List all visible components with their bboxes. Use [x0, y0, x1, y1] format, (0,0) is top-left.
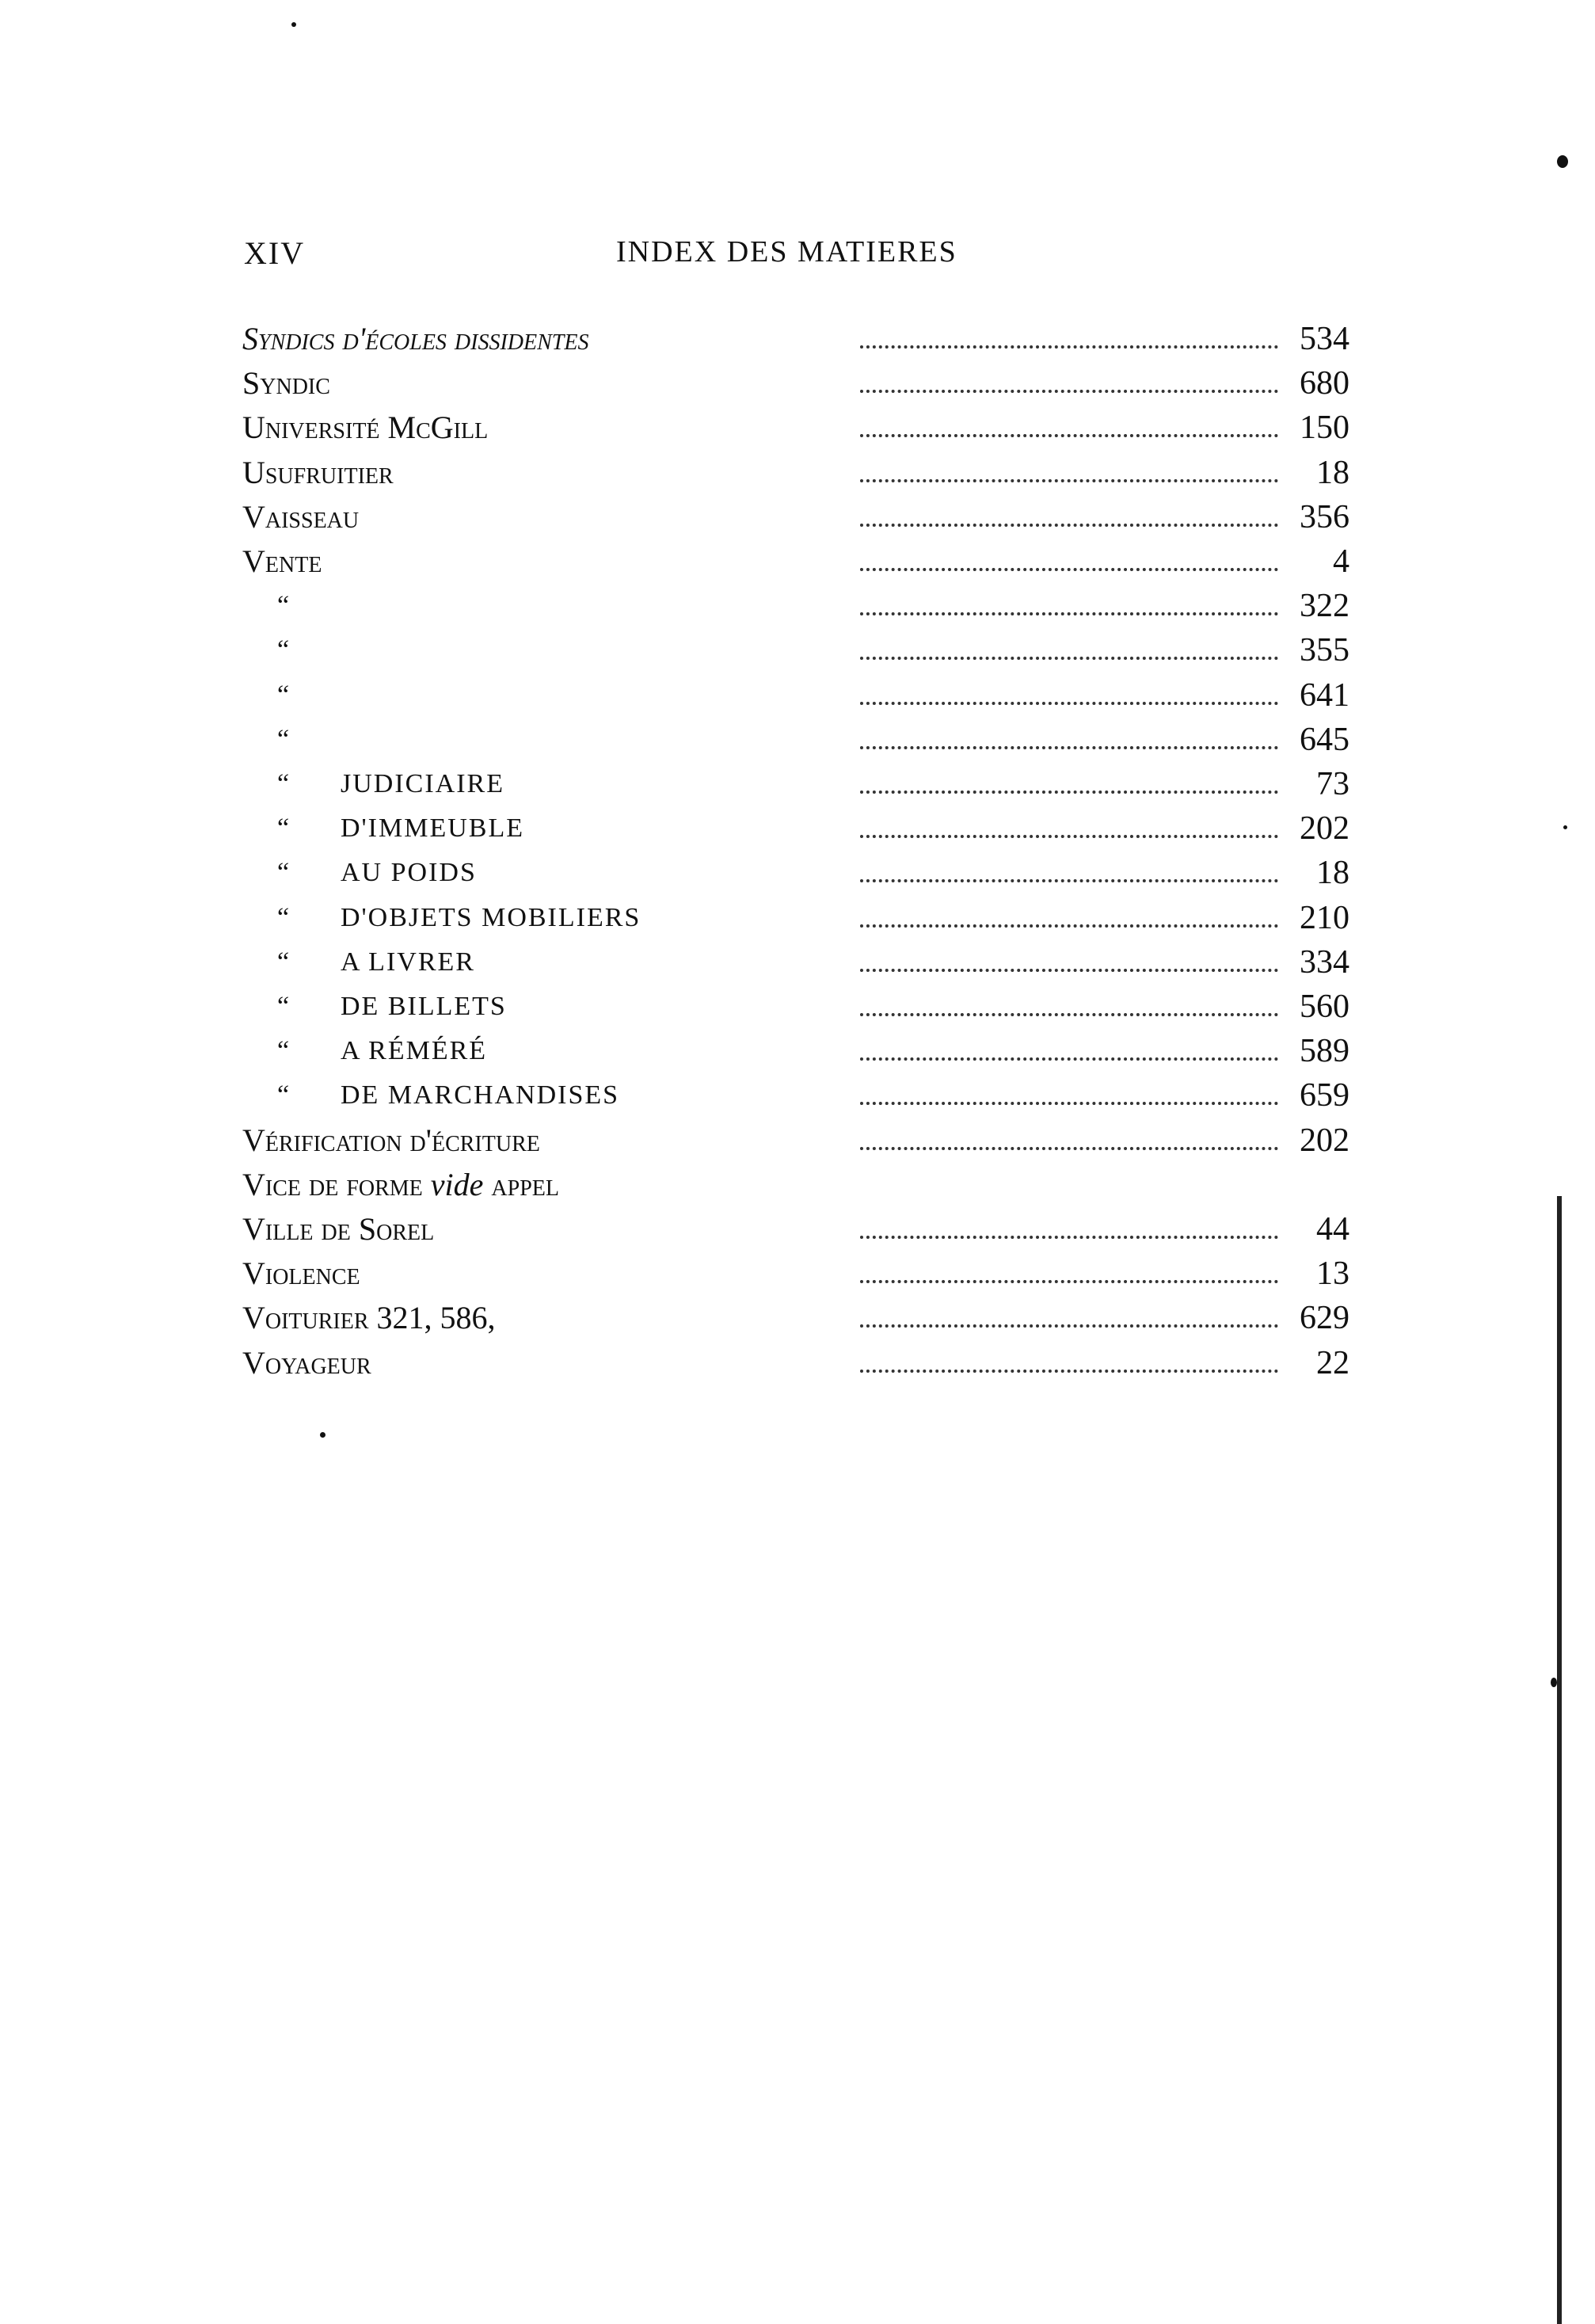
index-entry: [0, 673, 1595, 718]
index-entry: [0, 718, 1595, 762]
index-entry: [0, 539, 1595, 584]
dot-leader: [860, 524, 1278, 527]
entry-label: [242, 495, 359, 539]
dot-leader: [860, 657, 1278, 660]
entry-label-text: DE BILLETS: [341, 992, 507, 1021]
dot-leader: [860, 702, 1278, 705]
entry-page-number: 13: [1316, 1255, 1349, 1293]
ditto-mark: “: [277, 1036, 290, 1066]
entry-label: [242, 406, 488, 450]
entry-label-text: Usufruitier: [242, 454, 394, 490]
index-entry: [0, 1296, 1595, 1340]
index-entry: [0, 451, 1595, 495]
index-entry: [0, 896, 1595, 940]
scan-speck: [291, 22, 296, 27]
entry-label-italic: vide: [430, 1166, 484, 1202]
entry-label: [242, 1252, 360, 1296]
entry-label: [242, 451, 394, 495]
ditto-mark: “: [277, 1080, 290, 1111]
dot-leader: [860, 969, 1278, 972]
ditto-mark: “: [277, 724, 290, 754]
index-entry: [0, 361, 1595, 406]
dot-leader: [860, 879, 1278, 882]
entry-page-number: 629: [1300, 1300, 1349, 1337]
ditto-mark: “: [277, 813, 290, 844]
entry-label-text: Violence: [242, 1255, 360, 1292]
entry-label: [242, 1341, 371, 1385]
dot-leader: [860, 434, 1278, 437]
dot-leader: [860, 1057, 1278, 1061]
dot-leader: [860, 746, 1278, 749]
dot-leader: [860, 1370, 1278, 1373]
dot-leader: [860, 791, 1278, 794]
entry-label-text: Vaisseau: [242, 498, 360, 535]
dot-leader: [860, 568, 1278, 571]
dot-leader: [860, 479, 1278, 482]
entry-page-number: 210: [1300, 899, 1349, 936]
ditto-mark: “: [277, 680, 290, 710]
entry-label-text: Vente: [242, 543, 322, 579]
entry-label-text: JUDICIAIRE: [341, 769, 504, 798]
entry-label-text: A RÉMÉRÉ: [341, 1036, 488, 1066]
dot-leader: [860, 390, 1278, 393]
scan-speck: [1563, 825, 1567, 829]
entry-page-number: 44: [1316, 1211, 1349, 1248]
dot-leader: [860, 835, 1278, 838]
index-entry: [0, 1073, 1595, 1118]
index-entry: [0, 1163, 1595, 1207]
entry-page-number: 18: [1316, 454, 1349, 491]
entry-label: [242, 1118, 540, 1163]
entry-label: [341, 985, 507, 1029]
entry-label-text: D'IMMEUBLE: [341, 813, 525, 844]
index-entry: [0, 806, 1595, 851]
entry-label-text: Vérification d'écriture: [242, 1122, 540, 1158]
index-entry: [0, 1118, 1595, 1163]
index-entry: [0, 584, 1595, 628]
dot-leader: [860, 924, 1278, 928]
dot-leader: [860, 1236, 1278, 1239]
entry-page-number: 150: [1300, 410, 1349, 447]
index-entry: [0, 1341, 1595, 1385]
entry-page-number: 641: [1300, 676, 1349, 714]
entry-label-tail: appel: [491, 1166, 559, 1202]
entry-label-text: DE MARCHANDISES: [341, 1080, 620, 1111]
entry-label: [341, 940, 475, 985]
scan-speck: [1557, 155, 1568, 168]
index-entry: [0, 628, 1595, 672]
entry-page-number: 322: [1300, 588, 1349, 625]
index-entry: [0, 851, 1595, 895]
entry-label-text: Voiturier 321, 586,: [242, 1300, 496, 1336]
entry-label: [242, 539, 322, 584]
entry-label: [341, 1029, 487, 1073]
entry-label: [341, 851, 477, 895]
entry-page-number: 356: [1300, 498, 1349, 535]
entry-label: [242, 361, 330, 406]
entry-label-text: Université McGill: [242, 410, 489, 446]
entry-page-number: 680: [1300, 365, 1349, 402]
entry-page-number: 334: [1300, 943, 1349, 981]
scan-speck: [320, 1432, 325, 1438]
entry-label-text: Vice de forme: [242, 1166, 423, 1202]
ditto-mark: “: [277, 858, 290, 888]
index-entry: [0, 406, 1595, 450]
entry-label: [242, 1296, 496, 1340]
dot-leader: [860, 345, 1278, 349]
page-folio: XIV: [244, 235, 306, 271]
entry-label-text: Ville de Sorel: [242, 1211, 435, 1247]
entry-page-number: 18: [1316, 855, 1349, 892]
entry-label-text: Voyageur: [242, 1344, 371, 1381]
entry-page-number: 202: [1300, 1122, 1349, 1159]
entry-label-text: D'OBJETS MOBILIERS: [341, 902, 641, 932]
entry-page-number: 355: [1300, 632, 1349, 669]
dot-leader: [860, 1013, 1278, 1016]
entry-page-number: 534: [1300, 321, 1349, 357]
index-entry: [0, 1029, 1595, 1073]
ditto-mark: “: [277, 591, 290, 621]
index-entry: [0, 1252, 1595, 1296]
entry-page-number: 73: [1316, 766, 1349, 802]
entry-page-number: 589: [1300, 1033, 1349, 1070]
index-entry: [0, 940, 1595, 985]
entry-label-text: AU POIDS: [341, 858, 477, 888]
entry-page-number: 202: [1300, 810, 1349, 848]
entry-label: [341, 896, 641, 940]
index-entry: [0, 985, 1595, 1029]
entry-label: [341, 1073, 619, 1118]
scan-speck: [1551, 1678, 1557, 1687]
ditto-mark: “: [277, 635, 290, 665]
entry-page-number: 645: [1300, 721, 1349, 758]
dot-leader: [860, 1102, 1278, 1105]
entry-label-text: A LIVRER: [341, 947, 475, 977]
entry-label: [242, 1207, 434, 1252]
dot-leader: [860, 1147, 1278, 1150]
dot-leader: [860, 1280, 1278, 1283]
entry-label: [341, 806, 524, 851]
index-entry: [0, 762, 1595, 806]
dot-leader: [860, 1324, 1278, 1328]
entry-label: [242, 317, 588, 361]
entry-label: [341, 762, 504, 806]
entry-label-text: Syndics d'écoles dissidentes: [242, 321, 589, 356]
page-edge-shadow: [1557, 1196, 1562, 2324]
entry-page-number: 560: [1300, 989, 1349, 1025]
dot-leader: [860, 612, 1278, 615]
running-title: INDEX DES MATIERES: [616, 235, 957, 269]
index-entry: [0, 495, 1595, 539]
entry-page-number: 4: [1333, 543, 1349, 580]
ditto-mark: “: [277, 947, 290, 977]
entry-label: [242, 1163, 559, 1207]
entry-label-text: Syndic: [242, 365, 330, 402]
index-entry: [0, 317, 1595, 361]
ditto-mark: “: [277, 992, 290, 1021]
entry-page-number: 22: [1316, 1344, 1349, 1381]
ditto-mark: “: [277, 902, 290, 932]
index-entry: [0, 1207, 1595, 1252]
entry-page-number: 659: [1300, 1077, 1349, 1114]
ditto-mark: “: [277, 769, 290, 798]
